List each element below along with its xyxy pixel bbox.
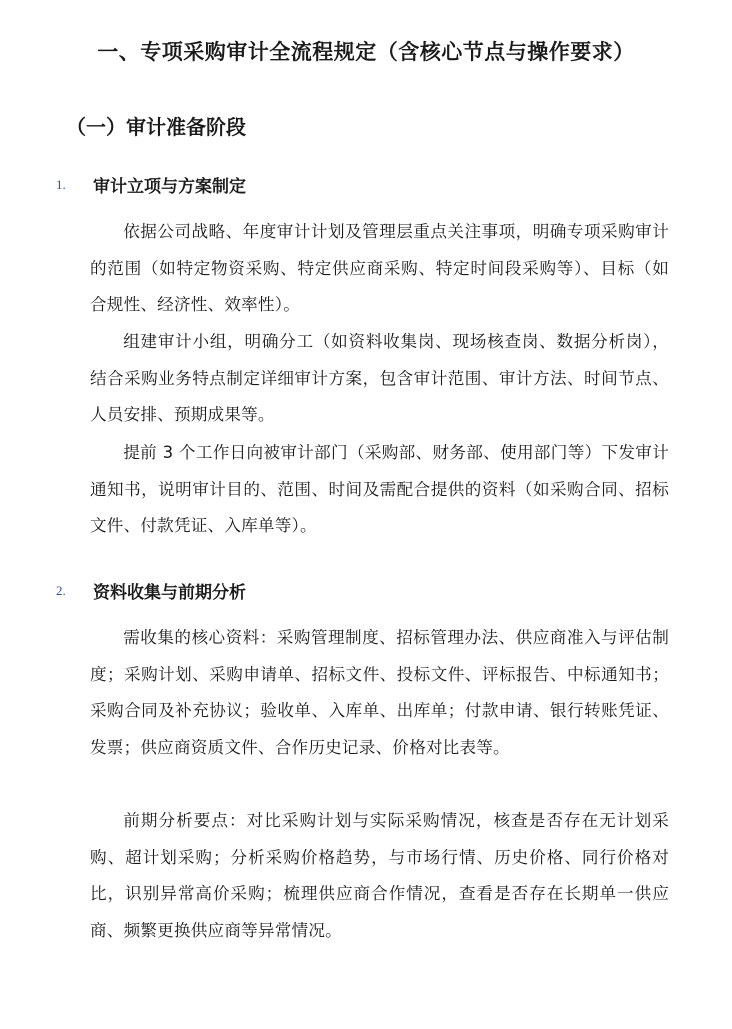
paragraph: 组建审计小组，明确分工（如资料收集岗、现场核查岗、数据分析岗），结合采购业务特点制定详细审计方案，包含审计范围、审计方法、时间节点、人员安排、预期成果等。 (90, 332, 669, 424)
paragraph: 需收集的核心资料：采购管理制度、招标管理办法、供应商准入与评估制度；采购计划、采购申请单、招标文件、投标文件、评标报告、中标通知书；采购合同及补充协议；验收单、入库单、出库单；付款申请、银行转账凭证、发票；供应商资质文件、合作历史记录、价格对比表等。 (90, 628, 669, 757)
section-heading: （一）审计准备阶段 (66, 115, 246, 139)
item-title: 审计立项与方案制定 (93, 177, 246, 197)
paragraph: 前期分析要点：对比采购计划与实际采购情况，核查是否存在无计划采购、超计划采购；分析采购价格趋势，与市场行情、历史价格、同行价格对比，识别异常高价采购；梳理供应商合作情况，查看是否存在长期单一供应商、频繁更换供应商等异常情况。 (90, 811, 669, 940)
item-title: 资料收集与前期分析 (93, 583, 246, 603)
item-number: 1. (56, 177, 66, 192)
document-title: 一、专项采购审计全流程规定（含核心节点与操作要求） (97, 40, 635, 64)
paragraph: 提前 3 个工作日向被审计部门（采购部、财务部、使用部门等）下发审计通知书，说明审计目的、范围、时间及需配合提供的资料（如采购合同、招标文件、付款凭证、入库单等）。 (90, 443, 669, 535)
item-number: 2. (56, 583, 66, 598)
paragraph: 依据公司战略、年度审计计划及管理层重点关注事项，明确专项采购审计的范围（如特定物资采购、特定供应商采购、特定时间段采购等）、目标（如合规性、经济性、效率性）。 (90, 222, 669, 314)
